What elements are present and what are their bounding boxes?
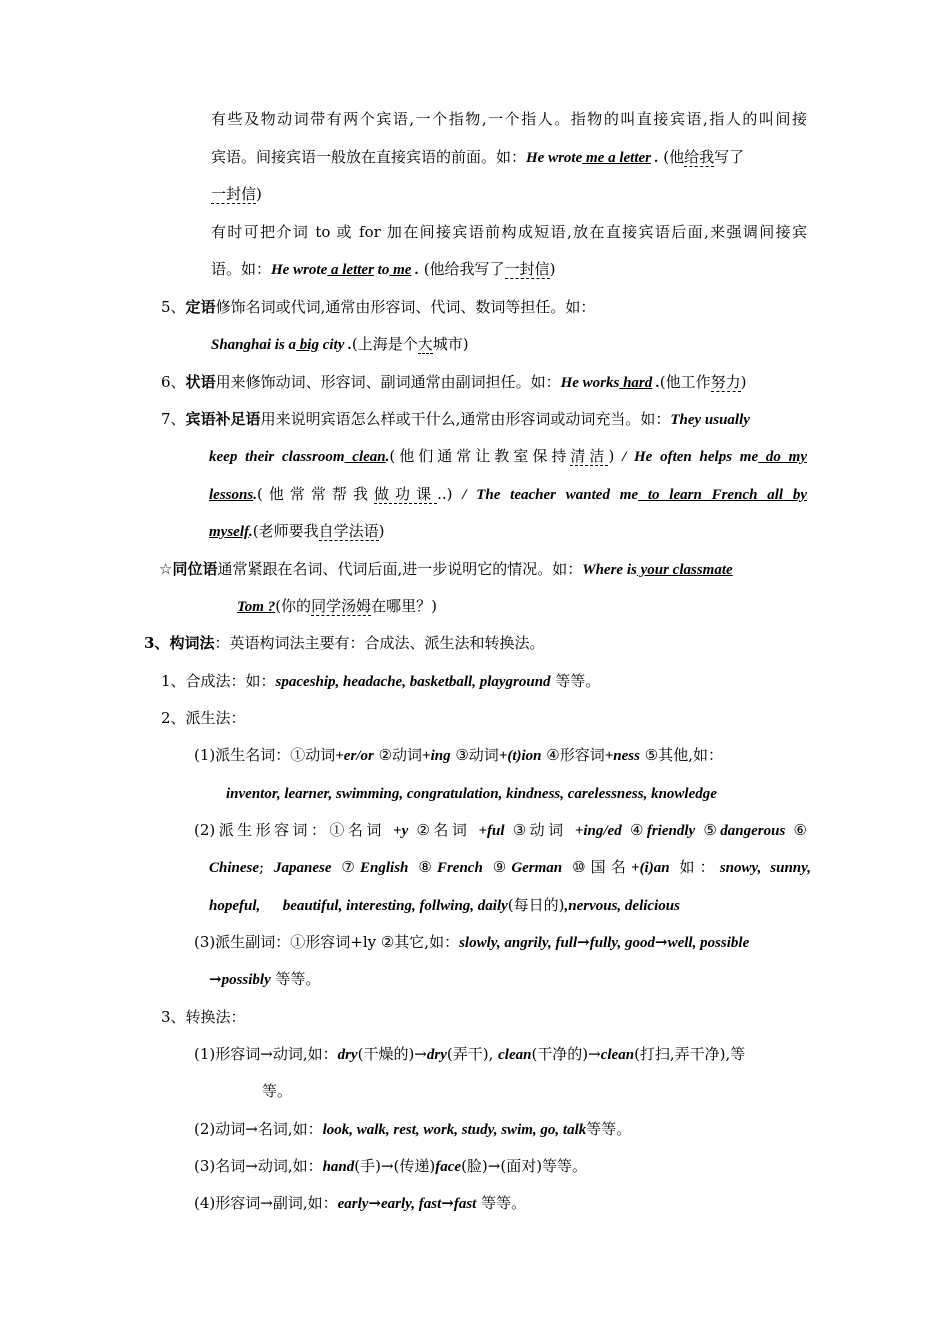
deriv-adj-line-2 bbox=[209, 857, 811, 878]
text: ③动词 bbox=[450, 746, 499, 764]
translation: (打扫,弄干净),等 bbox=[634, 1045, 746, 1063]
example-underlined: a letter bbox=[327, 262, 374, 278]
example-text: look, walk, rest, work, study, swim, go, talk bbox=[322, 1122, 587, 1138]
text: ③动词 bbox=[504, 821, 575, 839]
example-text: friendly bbox=[646, 823, 696, 839]
translation: (他 bbox=[658, 148, 685, 166]
text: ②名词 bbox=[408, 821, 479, 839]
wf-heading bbox=[144, 633, 544, 653]
example-underlined: me bbox=[582, 150, 605, 166]
text: 等。 bbox=[262, 1082, 293, 1100]
translation: 写了 bbox=[714, 148, 745, 166]
conv-line-3 bbox=[194, 1156, 587, 1177]
translation-marked: 做功课 bbox=[374, 485, 438, 503]
text: 语。如： bbox=[211, 260, 272, 278]
example-text: . bbox=[652, 375, 660, 391]
text: ④形容词 bbox=[541, 746, 605, 764]
arrow-icon: → bbox=[368, 1194, 381, 1212]
adv-heading bbox=[161, 372, 747, 393]
deriv-noun-line bbox=[194, 745, 723, 766]
example-text: spaceship, headache, basketball, playground bbox=[275, 674, 551, 690]
example-text: face bbox=[435, 1159, 462, 1175]
example-underlined: Tom bbox=[237, 599, 264, 615]
translation-marked: 努力 bbox=[710, 373, 741, 391]
translation: (弄干), bbox=[446, 1045, 499, 1063]
text: (4)形容词→副词,如： bbox=[194, 1194, 338, 1212]
example-text: He works bbox=[560, 375, 620, 391]
text: ②动词 bbox=[373, 746, 423, 764]
translation: ) bbox=[549, 260, 556, 278]
description: 用来说明宾语怎么样或干什么,通常由形容词或动词充当。如： bbox=[260, 410, 671, 428]
example-underlined: me bbox=[389, 262, 412, 278]
example-text: Japanese bbox=[274, 860, 332, 876]
example-text: fast bbox=[453, 1196, 477, 1212]
deriv-noun-examples bbox=[226, 783, 717, 804]
translation: (你的 bbox=[275, 597, 312, 615]
obj-line-4 bbox=[211, 222, 807, 242]
translation-marked: 清洁 bbox=[570, 447, 609, 465]
example-underlined: lessons bbox=[209, 487, 254, 503]
term: 同位语 bbox=[172, 560, 218, 578]
translation: ..) bbox=[437, 485, 453, 503]
deriv-adv-line bbox=[194, 932, 749, 953]
obj-line-3 bbox=[211, 184, 262, 204]
translation: 城市) bbox=[432, 335, 469, 353]
translation: (老师要我 bbox=[252, 522, 319, 540]
compound-line bbox=[161, 671, 600, 692]
translation-marked: 大 bbox=[417, 335, 433, 353]
term: 状语 bbox=[185, 373, 216, 391]
translation-marked: 给我 bbox=[684, 148, 715, 166]
text: (1)派生名词：①动词 bbox=[194, 746, 336, 764]
obj-line-2 bbox=[211, 147, 744, 168]
translation: (干燥的)→ bbox=[357, 1045, 427, 1063]
example-text: They usually bbox=[670, 412, 750, 428]
suffix: +ness bbox=[604, 748, 640, 764]
example-text: . bbox=[385, 449, 390, 465]
comp-line-2 bbox=[209, 446, 807, 467]
comp-line-3 bbox=[209, 484, 807, 505]
arrow-icon: → bbox=[441, 1194, 454, 1212]
deriv-heading bbox=[161, 708, 246, 728]
text: ⑤ bbox=[695, 821, 721, 839]
comp-heading bbox=[161, 409, 750, 430]
text: (3)名词→动词,如： bbox=[194, 1157, 323, 1175]
translation: (干净的)→ bbox=[531, 1045, 601, 1063]
deriv-adv-line-2 bbox=[209, 969, 321, 990]
arrow-icon: → bbox=[577, 933, 590, 951]
suffix: +ful bbox=[478, 823, 505, 839]
arrow-icon: → bbox=[209, 970, 222, 988]
example-underlined: myself bbox=[209, 524, 249, 540]
example-text: clean bbox=[498, 1047, 532, 1063]
example-text: early, fast bbox=[381, 1196, 442, 1212]
text: 有时可把介词 to 或 for 加在间接宾语前构成短语,放在直接宾语后面,来强调间接宾 bbox=[211, 223, 807, 241]
translation: (手)→(传递) bbox=[354, 1157, 436, 1175]
obj-line-1 bbox=[211, 109, 807, 129]
example-text: German bbox=[511, 860, 563, 876]
translation: 在哪里？) bbox=[371, 597, 437, 615]
text: ④ bbox=[621, 821, 647, 839]
description: 修饰名词或代词,通常由形容词、代词、数词等担任。如： bbox=[215, 298, 596, 316]
translation: (他工作 bbox=[659, 373, 711, 391]
text: 等等。 bbox=[586, 1120, 632, 1138]
text: ⑦ bbox=[331, 858, 361, 876]
section-title: 构词法 bbox=[169, 634, 215, 652]
label: 2、派生法： bbox=[161, 709, 246, 727]
appos-line-2 bbox=[237, 596, 437, 617]
example-text: dangerous bbox=[720, 823, 786, 839]
conv-line-4 bbox=[194, 1193, 526, 1214]
example-text: ,nervous, delicious bbox=[564, 898, 680, 914]
deriv-adj-line bbox=[194, 820, 807, 841]
example-text: well, possible bbox=[667, 935, 750, 951]
translation: (上海是个 bbox=[351, 335, 418, 353]
example-text: French bbox=[436, 860, 483, 876]
item-number: 6、 bbox=[161, 373, 186, 391]
example-underlined: hard bbox=[619, 375, 653, 391]
translation: (脸)→(面对)等等。 bbox=[461, 1157, 588, 1175]
example-underlined: to learn French all by bbox=[638, 487, 807, 503]
example-text: snowy, sunny, bbox=[719, 860, 811, 876]
translation: (他们通常让教室保持 bbox=[389, 447, 571, 465]
section-number: 3、 bbox=[144, 634, 170, 652]
description: 用来修饰动词、形容词、副词通常由副词担任。如： bbox=[215, 373, 561, 391]
example-underlined: big bbox=[296, 337, 319, 353]
text: ⑧ bbox=[408, 858, 437, 876]
text: (2)派生形容词：①名词 bbox=[194, 821, 394, 839]
example-text: hopeful, beautiful, interesting, follwing, daily bbox=[209, 898, 508, 914]
example-text: Shanghai is a bbox=[211, 337, 297, 353]
term: 宾语补足语 bbox=[185, 410, 261, 428]
example-text: . bbox=[253, 487, 257, 503]
translation: (每日的) bbox=[507, 896, 565, 914]
example-text: inventor, learner, swimming, congratulation, kindness, carelessness, knowledge bbox=[226, 786, 717, 802]
example-underlined: clean bbox=[344, 449, 386, 465]
example-text: Chinese bbox=[209, 860, 260, 876]
text: (3)派生副词：①形容词+ly ②其它,如： bbox=[194, 933, 460, 951]
translation: ) bbox=[740, 373, 747, 391]
conv-heading bbox=[161, 1007, 246, 1027]
suffix: +ing/ed bbox=[574, 823, 622, 839]
example-underlined: a letter bbox=[604, 150, 651, 166]
suffix: +(i)an bbox=[631, 860, 670, 876]
translation-marked: 自学法语 bbox=[318, 522, 379, 540]
example-text: city bbox=[318, 337, 345, 353]
text: ; bbox=[259, 858, 274, 876]
description: ：英语构词法主要有：合成法、派生法和转换法。 bbox=[214, 634, 545, 652]
example-underlined: your classmate bbox=[636, 562, 733, 578]
text: 等等。 bbox=[476, 1194, 527, 1212]
example-text: He wrote bbox=[526, 150, 583, 166]
term: 定语 bbox=[185, 298, 216, 316]
example-underlined: do my bbox=[758, 449, 807, 465]
translation: ) bbox=[378, 522, 385, 540]
suffix: +ing bbox=[422, 748, 451, 764]
translation-marked: 同学汤姆 bbox=[311, 597, 372, 615]
text: ⑤其他,如： bbox=[639, 746, 723, 764]
example-text: . bbox=[651, 150, 659, 166]
example-text: possibly bbox=[221, 972, 271, 988]
translation: ) bbox=[608, 447, 615, 465]
example-text: dry bbox=[426, 1047, 447, 1063]
translation: ) bbox=[256, 185, 262, 203]
text: ⑥ bbox=[785, 821, 807, 839]
conv-line-1 bbox=[194, 1044, 745, 1065]
text: (2)动词→名词,如： bbox=[194, 1120, 323, 1138]
label: 3、转换法： bbox=[161, 1008, 246, 1026]
label: 1、合成法：如： bbox=[161, 672, 276, 690]
suffix: +y bbox=[393, 823, 409, 839]
text: 等等。 bbox=[550, 672, 601, 690]
star-icon: ☆ bbox=[159, 560, 173, 578]
example-text: fully, good bbox=[589, 935, 656, 951]
example-underlined: ? bbox=[263, 599, 276, 615]
deriv-adj-line-3 bbox=[209, 895, 680, 916]
suffix: +er/or bbox=[335, 748, 374, 764]
example-text: . bbox=[411, 262, 419, 278]
translation: (他常常帮我 bbox=[256, 485, 374, 503]
conv-line-2 bbox=[194, 1119, 631, 1140]
translation-marked: 一封信 bbox=[211, 185, 257, 203]
example-text: hand bbox=[322, 1159, 355, 1175]
example-text: / He often helps me bbox=[614, 449, 759, 465]
item-number: 7、 bbox=[161, 410, 186, 428]
text: 等等。 bbox=[270, 970, 321, 988]
item-number: 5、 bbox=[161, 298, 186, 316]
example-text: keep their classroom bbox=[209, 449, 345, 465]
attr-heading bbox=[161, 297, 595, 317]
example-text: early bbox=[337, 1196, 369, 1212]
example-text: . bbox=[344, 337, 352, 353]
comp-line-4 bbox=[209, 521, 384, 542]
example-text: clean bbox=[600, 1047, 635, 1063]
example-text: slowly, angrily, full bbox=[459, 935, 578, 951]
appos-heading bbox=[159, 559, 733, 580]
example-text: to bbox=[373, 262, 390, 278]
text: (1)形容词→动词,如： bbox=[194, 1045, 338, 1063]
translation: (他给我写了 bbox=[418, 260, 505, 278]
example-text: Where is bbox=[582, 562, 637, 578]
suffix: +(t)ion bbox=[498, 748, 542, 764]
text: 有些及物动词带有两个宾语,一个指物,一个指人。指物的叫直接宾语,指人的叫间接 bbox=[211, 110, 807, 128]
description: 通常紧跟在名词、代词后面,进一步说明它的情况。如： bbox=[217, 560, 583, 578]
attr-example bbox=[211, 334, 469, 355]
text: ⑩国名 bbox=[562, 858, 632, 876]
example-text: . bbox=[248, 524, 253, 540]
example-text: / The teacher wanted me bbox=[452, 487, 639, 503]
example-text: English bbox=[360, 860, 409, 876]
arrow-icon: → bbox=[655, 933, 668, 951]
text: ⑨ bbox=[482, 858, 512, 876]
example-text: He wrote bbox=[271, 262, 328, 278]
example-text: dry bbox=[337, 1047, 358, 1063]
translation-marked: 一封信 bbox=[504, 260, 550, 278]
obj-line-5 bbox=[211, 259, 555, 280]
conv-line-1b bbox=[262, 1081, 292, 1101]
text: 如： bbox=[669, 858, 720, 876]
text: 宾语。间接宾语一般放在直接宾语的前面。如： bbox=[211, 148, 527, 166]
